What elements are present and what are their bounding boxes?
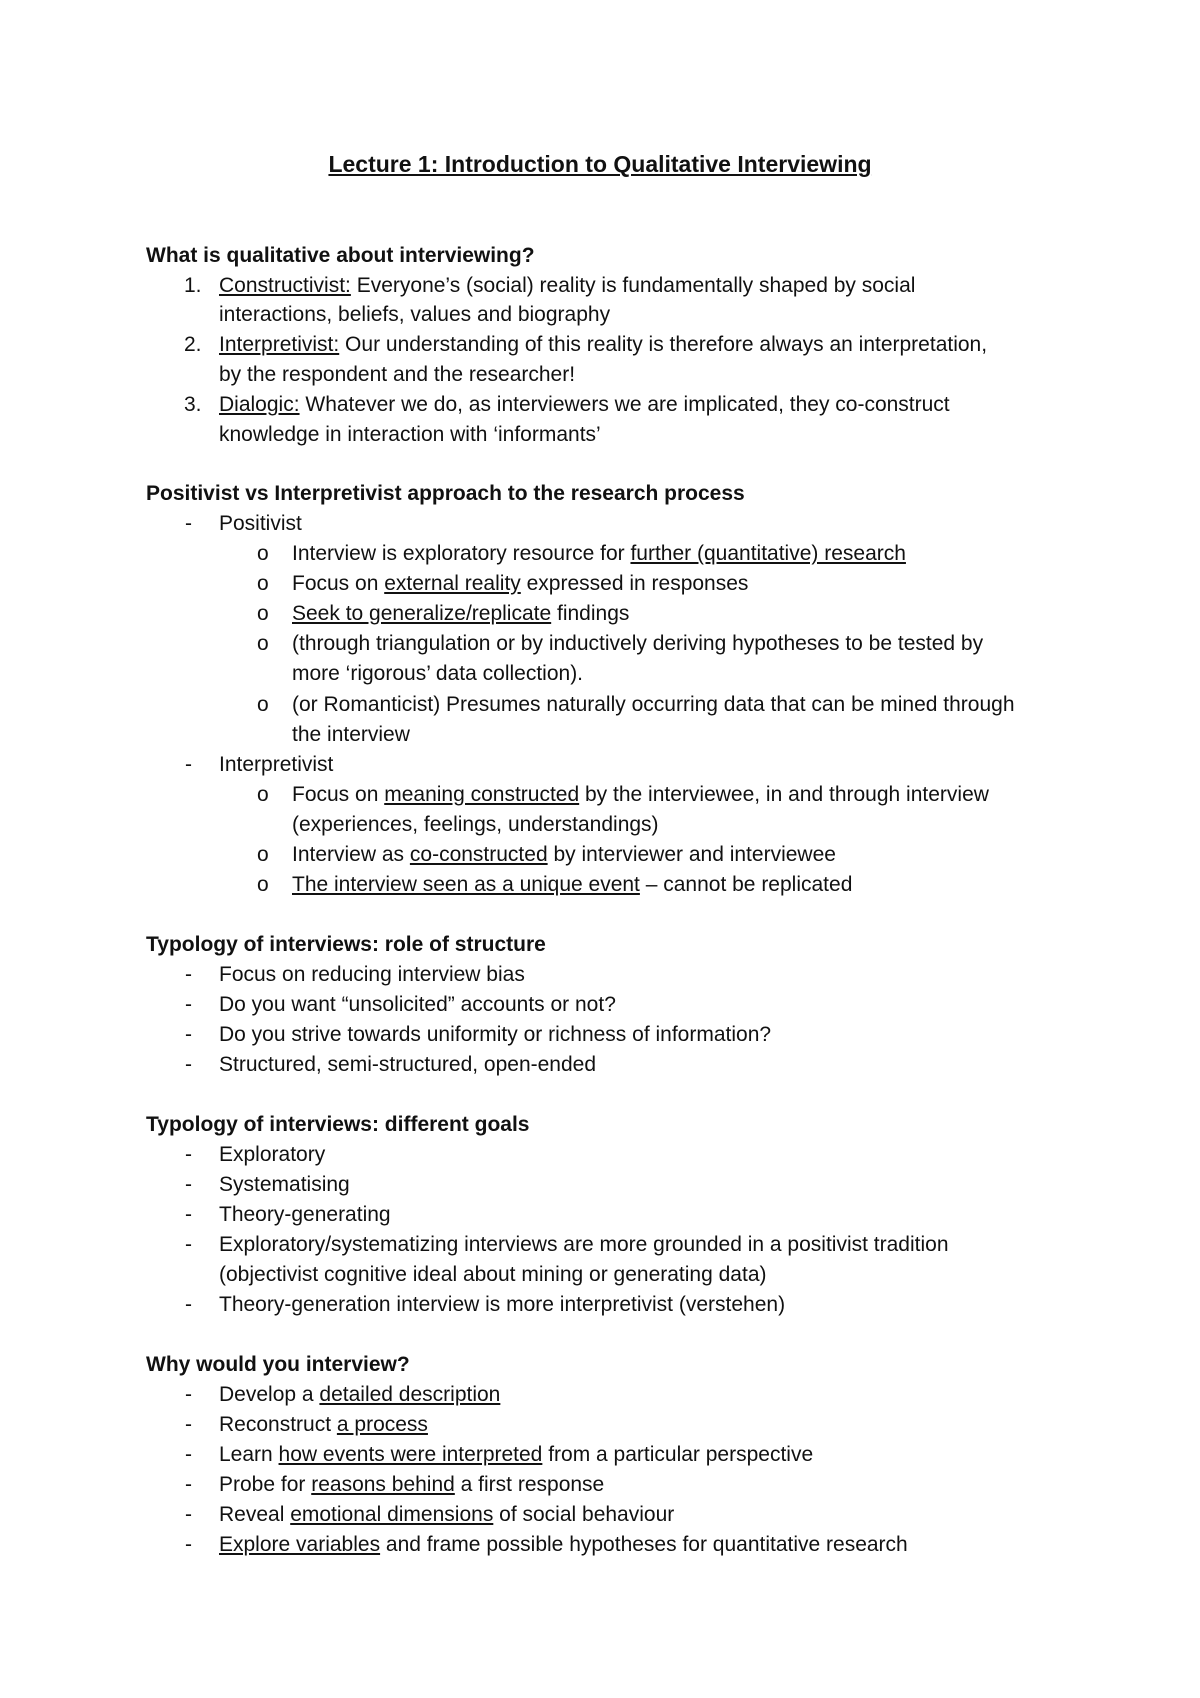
list-item: The interview seen as a unique event – cannot be replicated bbox=[292, 873, 853, 896]
list-item: Do you want “unsolicited” accounts or not? bbox=[219, 993, 616, 1016]
term: Dialogic: bbox=[219, 393, 300, 416]
term: Constructivist: bbox=[219, 274, 351, 297]
dash-bullet: - bbox=[185, 1383, 192, 1406]
list-item: Interview is exploratory resource for further (quantitative) research bbox=[292, 542, 906, 565]
list-item: Exploratory/systematizing interviews are more grounded in a positivist tradition bbox=[219, 1233, 949, 1256]
circle-bullet: o bbox=[257, 602, 269, 625]
dash-bullet: - bbox=[185, 1473, 192, 1496]
list-item: Constructivist: Everyone’s (social) reality is fundamentally shaped by social bbox=[219, 274, 916, 297]
term: Interpretivist: bbox=[219, 333, 340, 356]
list-item: Theory-generating bbox=[219, 1203, 391, 1226]
list-item: Reconstruct a process bbox=[219, 1413, 428, 1436]
dash-bullet: - bbox=[185, 1173, 192, 1196]
dash-bullet: - bbox=[185, 1533, 192, 1556]
circle-bullet: o bbox=[257, 843, 269, 866]
section-heading: Typology of interviews: different goals bbox=[146, 1113, 530, 1136]
section-heading: Why would you interview? bbox=[146, 1353, 410, 1376]
section-heading: Positivist vs Interpretivist approach to the research process bbox=[146, 482, 745, 505]
dash-bullet: - bbox=[185, 1143, 192, 1166]
dash-bullet: - bbox=[185, 1053, 192, 1076]
list-item: Probe for reasons behind a first response bbox=[219, 1473, 605, 1496]
dash-bullet: - bbox=[185, 1203, 192, 1226]
list-item: Learn how events were interpreted from a particular perspective bbox=[219, 1443, 814, 1466]
list-item: Structured, semi-structured, open-ended bbox=[219, 1053, 597, 1076]
section-heading: What is qualitative about interviewing? bbox=[146, 244, 535, 267]
dash-bullet: - bbox=[185, 1293, 192, 1316]
list-item: (or Romanticist) Presumes naturally occurring data that can be mined through bbox=[292, 693, 1015, 716]
list-item-continuation: the interview bbox=[292, 723, 410, 746]
list-item: Focus on reducing interview bias bbox=[219, 963, 525, 986]
list-item: Focus on external reality expressed in responses bbox=[292, 572, 749, 595]
list-item: Explore variables and frame possible hypotheses for quantitative research bbox=[219, 1533, 908, 1556]
list-item-continuation: more ‘rigorous’ data collection). bbox=[292, 662, 584, 685]
list-item: Dialogic: Whatever we do, as interviewers we are implicated, they co-construct bbox=[219, 393, 950, 416]
circle-bullet: o bbox=[257, 873, 269, 896]
circle-bullet: o bbox=[257, 572, 269, 595]
list-item: Exploratory bbox=[219, 1143, 326, 1166]
dash-bullet: - bbox=[185, 753, 192, 776]
dash-bullet: - bbox=[185, 1233, 192, 1256]
dash-bullet: - bbox=[185, 1503, 192, 1526]
dash-bullet: - bbox=[185, 1413, 192, 1436]
list-number: 1. bbox=[184, 274, 202, 297]
list-item: Reveal emotional dimensions of social behaviour bbox=[219, 1503, 675, 1526]
list-item: Positivist bbox=[219, 512, 302, 535]
page-title: Lecture 1: Introduction to Qualitative Interviewing bbox=[328, 151, 872, 177]
list-item: Seek to generalize/replicate findings bbox=[292, 602, 630, 625]
circle-bullet: o bbox=[257, 693, 269, 716]
dash-bullet: - bbox=[185, 963, 192, 986]
list-number: 2. bbox=[184, 333, 202, 356]
circle-bullet: o bbox=[257, 542, 269, 565]
list-number: 3. bbox=[184, 393, 202, 416]
dash-bullet: - bbox=[185, 1023, 192, 1046]
dash-bullet: - bbox=[185, 1443, 192, 1466]
dash-bullet: - bbox=[185, 993, 192, 1016]
list-item: Systematising bbox=[219, 1173, 350, 1196]
list-item: Interpretivist bbox=[219, 753, 334, 776]
dash-bullet: - bbox=[185, 512, 192, 535]
circle-bullet: o bbox=[257, 632, 269, 655]
section-heading: Typology of interviews: role of structure bbox=[146, 933, 546, 956]
list-item-continuation: (objectivist cognitive ideal about mining or generating data) bbox=[219, 1263, 767, 1286]
list-item: Theory-generation interview is more interpretivist (verstehen) bbox=[219, 1293, 786, 1316]
list-item: Interpretivist: Our understanding of this reality is therefore always an interpretation, bbox=[219, 333, 988, 356]
list-item: Develop a detailed description bbox=[219, 1383, 501, 1406]
list-item: Interview as co-constructed by interviewer and interviewee bbox=[292, 843, 836, 866]
list-item-continuation: interactions, beliefs, values and biography bbox=[219, 303, 611, 326]
list-item-continuation: by the respondent and the researcher! bbox=[219, 363, 576, 386]
list-item-continuation: (experiences, feelings, understandings) bbox=[292, 813, 659, 836]
list-item: (through triangulation or by inductively deriving hypotheses to be tested by bbox=[292, 632, 984, 655]
list-item: Focus on meaning constructed by the interviewee, in and through interview bbox=[292, 783, 989, 806]
circle-bullet: o bbox=[257, 783, 269, 806]
list-item-continuation: knowledge in interaction with ‘informants’ bbox=[219, 423, 601, 446]
list-item: Do you strive towards uniformity or richness of information? bbox=[219, 1023, 772, 1046]
